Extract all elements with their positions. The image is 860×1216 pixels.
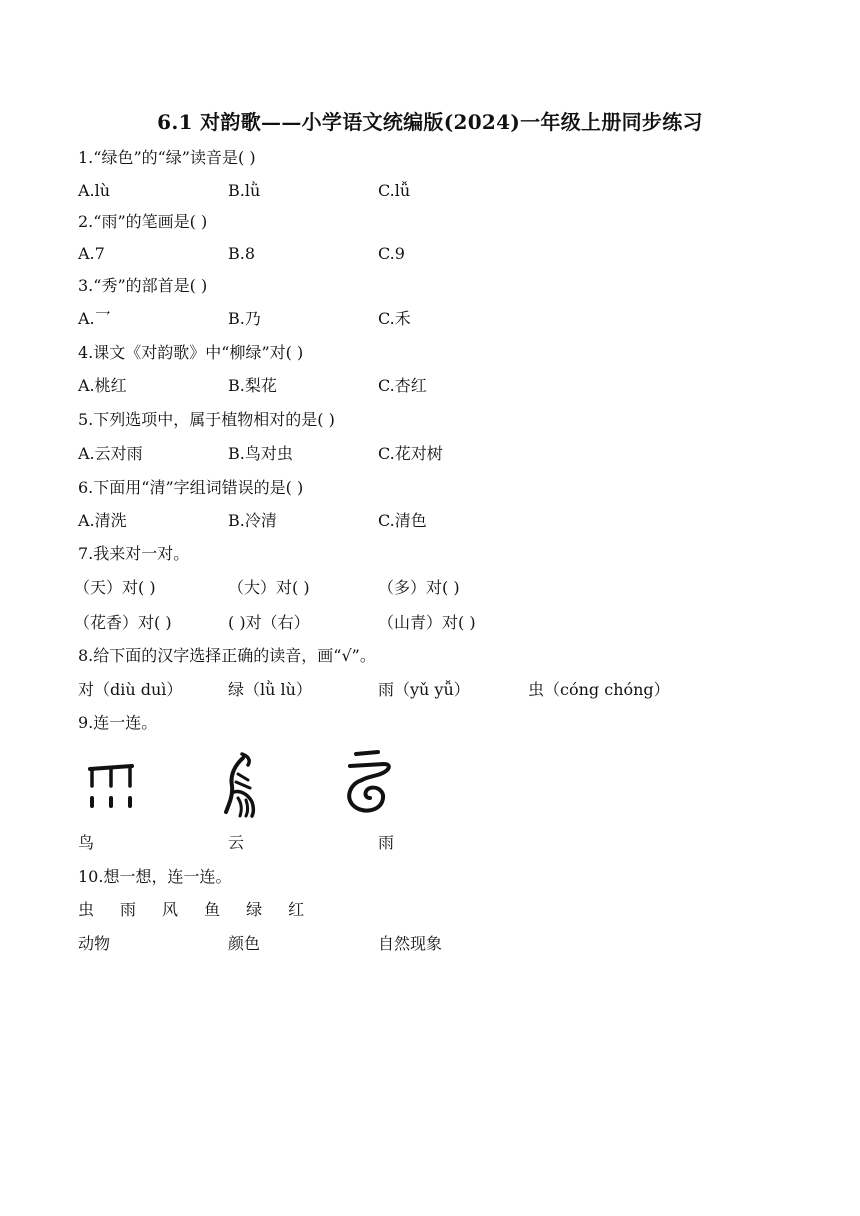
pair-item: （天）对( ) [74,578,156,597]
word-item: 虫 [78,900,95,919]
page-title: 6.1 对韵歌——小学语文统编版(2024)一年级上册同步练习 [157,110,703,134]
question-4-option-a: A.桃红 [78,376,127,395]
question-4-option-b: B.梨花 [228,376,277,395]
pair-item: （大）对( ) [228,578,310,597]
pair-item: ( )对（右） [228,613,310,632]
question-5-option-c: C.花对树 [378,444,443,463]
question-3-option-c: C.禾 [378,309,411,328]
question-3-stem: 3.“秀”的部首是( ) [78,276,208,295]
question-2-stem: 2.“雨”的笔画是( ) [78,212,208,231]
question-2-option-a: A.7 [78,244,105,263]
word-item: 绿 [246,900,263,919]
pinyin-choice: 对（diù duì） [78,680,183,699]
pair-item: （山青）对( ) [378,613,476,632]
ancient-cloud-glyph-icon [340,746,396,818]
word-item: 红 [288,900,305,919]
question-1-option-a: A.lù [78,181,111,200]
question-7-stem: 7.我来对一对。 [78,544,190,563]
category-label: 自然现象 [378,934,443,953]
pair-item: （花香）对( ) [74,613,172,632]
pinyin-choice: 绿（lǜ lù） [228,680,312,699]
question-6-stem: 6.下面用“清”字组词错误的是( ) [78,478,304,497]
word-list [78,899,330,921]
category-label: 颜色 [228,934,261,953]
question-3-option-b: B.乃 [228,309,261,328]
match-label: 雨 [378,833,395,852]
question-1-stem: 1.“绿色”的“绿”读音是( ) [78,148,256,167]
pinyin-choice: 虫（cóng chóng） [528,680,670,699]
pinyin-choice: 雨（yǔ yǚ） [378,680,470,699]
question-3-option-a: A.乛 [78,309,111,328]
ancient-bird-glyph-icon [218,750,262,820]
question-2-option-b: B.8 [228,244,256,263]
question-4-option-c: C.杏红 [378,376,427,395]
question-6-option-b: B.冷清 [228,511,277,530]
question-10-stem: 10.想一想，连一连。 [78,867,232,886]
question-1-option-c: C.lǚ [378,181,411,200]
word-item: 鱼 [204,900,221,919]
question-6-option-c: C.清色 [378,511,427,530]
question-1-option-b: B.lǜ [228,181,261,200]
word-item: 风 [162,900,179,919]
word-item: 雨 [120,900,137,919]
question-5-option-a: A.云对雨 [78,444,143,463]
question-2-option-c: C.9 [378,244,405,263]
question-9-stem: 9.连一连。 [78,713,158,732]
category-label: 动物 [78,934,111,953]
question-8-stem: 8.给下面的汉字选择正确的读音，画“√”。 [78,646,376,665]
question-5-stem: 5.下列选项中，属于植物相对的是( ) [78,410,335,429]
question-4-stem: 4.课文《对韵歌》中“柳绿”对( ) [78,343,304,362]
ancient-rain-glyph-icon [86,760,136,814]
question-6-option-a: A.清洗 [78,511,127,530]
match-label: 鸟 [78,833,95,852]
question-5-option-b: B.鸟对虫 [228,444,293,463]
pair-item: （多）对( ) [378,578,460,597]
match-label: 云 [228,833,245,852]
